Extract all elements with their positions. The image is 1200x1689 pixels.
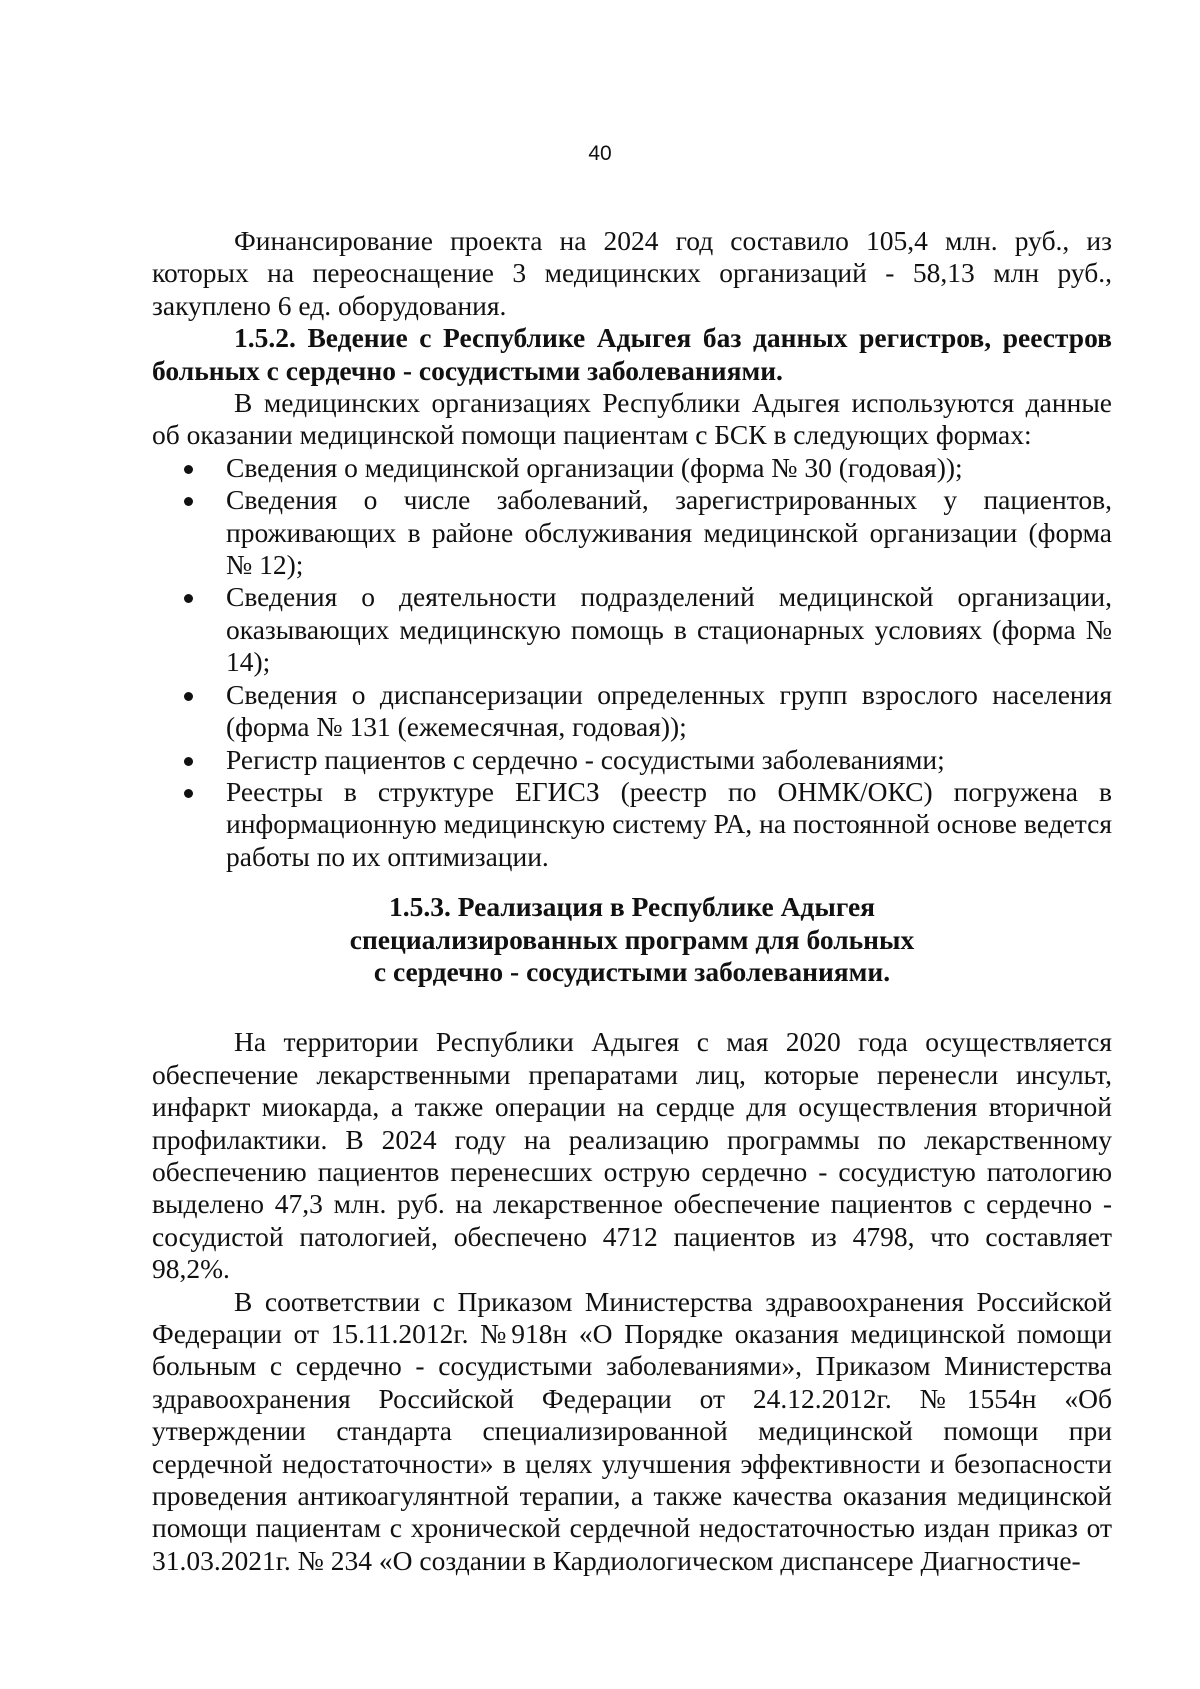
list-item — [152, 484, 1112, 581]
list-item — [152, 679, 1112, 744]
order-paragraph: В соответствии с Приказом Министерства здравоохранения Российской Федерации от 15.11.2012г. №918н «О Порядке оказания медицинской помощи больным с сердечно - сосудистыми заболеваниями», Приказом Министерства здравоохранения Российской Федерации от 24.12.2012г. №1554н «Об утверждении стандарта специализированной медицинской помощи при сердечной недостаточности» в целях улучшения эффективности и безопасности проведения антикоагулянтной терапии, а также качества оказания медицинской помощи пациентам с хронической сердечной недостаточностью издан приказ от 31.03.2021г. № 234 «О создании в Кардиологическом диспансере Диагностиче- — [152, 1285, 1112, 1576]
drug-provision-paragraph: На территории Республики Адыгея с мая 2020 года осуществляется обеспечение лекарственными препаратами лиц, которые перенесли инсульт, инфаркт миокарда, а также операции на сердце для осуществления вторичной профилактики. В 2024 году на реализацию программы по лекарственному обеспечению пациентов перенесших острую сердечно - сосудистую патологию выделено 47,3 млн. руб. на лекарственное обеспечение пациентов с сердечно - сосудистой патологией, обеспечено 4712 пациентов из 4798, что составляет 98,2%. — [152, 1026, 1112, 1285]
list-item-text: Сведения о деятельности подразделений медицинской организации, оказывающих медицинскую помощь в стационарных условиях (форма № 14); — [226, 581, 1112, 678]
section-heading-1-5-3 — [152, 891, 1112, 988]
list-item-text: Сведения о диспансеризации определенных групп взрослого населения (форма № 131 (ежемесячная, годовая)); — [226, 678, 1112, 743]
forms-list — [152, 452, 1112, 873]
section-heading-line: с сердечно - сосудистыми заболеваниями. — [373, 955, 891, 987]
list-item-text: Сведения о числе заболеваний, зарегистрированных у пациентов, проживающих в районе обслуживания медицинской организации (форма № 12); — [226, 484, 1112, 581]
bullet-icon — [184, 465, 193, 474]
page-number: 40 — [588, 142, 612, 165]
list-item — [152, 744, 1112, 776]
section-heading-line: 1.5.3. Реализация в Республике Адыгея — [388, 891, 876, 923]
bullet-icon — [184, 497, 193, 506]
list-item-text: Реестры в структуре ЕГИСЗ (реестр по ОНМК/ОКС) погружена в информационную медицинскую систему РА, на постоянной основе ведется работы по их оптимизации. — [226, 775, 1112, 872]
bullet-icon — [184, 594, 193, 603]
document-body — [152, 225, 1112, 1577]
list-item-text: Регистр пациентов с сердечно - сосудистыми заболеваниями; — [226, 743, 945, 775]
section-1-5-2-intro: В медицинских организациях Республики Адыгея используются данные об оказании медицинской помощи пациентам с БСК в следующих формах: — [152, 387, 1112, 451]
bullet-icon — [184, 757, 193, 766]
section-heading-1-5-2: 1.5.2. Ведение с Республике Адыгея баз данных регистров, реестров больных с сердечно - сосудистыми заболеваниями. — [152, 322, 1112, 386]
section-heading-line: специализированных программ для больных — [349, 923, 915, 955]
bullet-icon — [184, 692, 193, 701]
list-item — [152, 581, 1112, 678]
list-item — [152, 776, 1112, 873]
funding-paragraph: Финансирование проекта на 2024 год составило 105,4 млн. руб., из которых на переоснащение 3 медицинских организаций - 58,13 млн руб., закуплено 6 ед. оборудования. — [152, 225, 1112, 321]
list-item — [152, 452, 1112, 484]
bullet-icon — [184, 789, 193, 798]
list-item-text: Сведения о медицинской организации (форма № 30 (годовая)); — [226, 451, 963, 483]
